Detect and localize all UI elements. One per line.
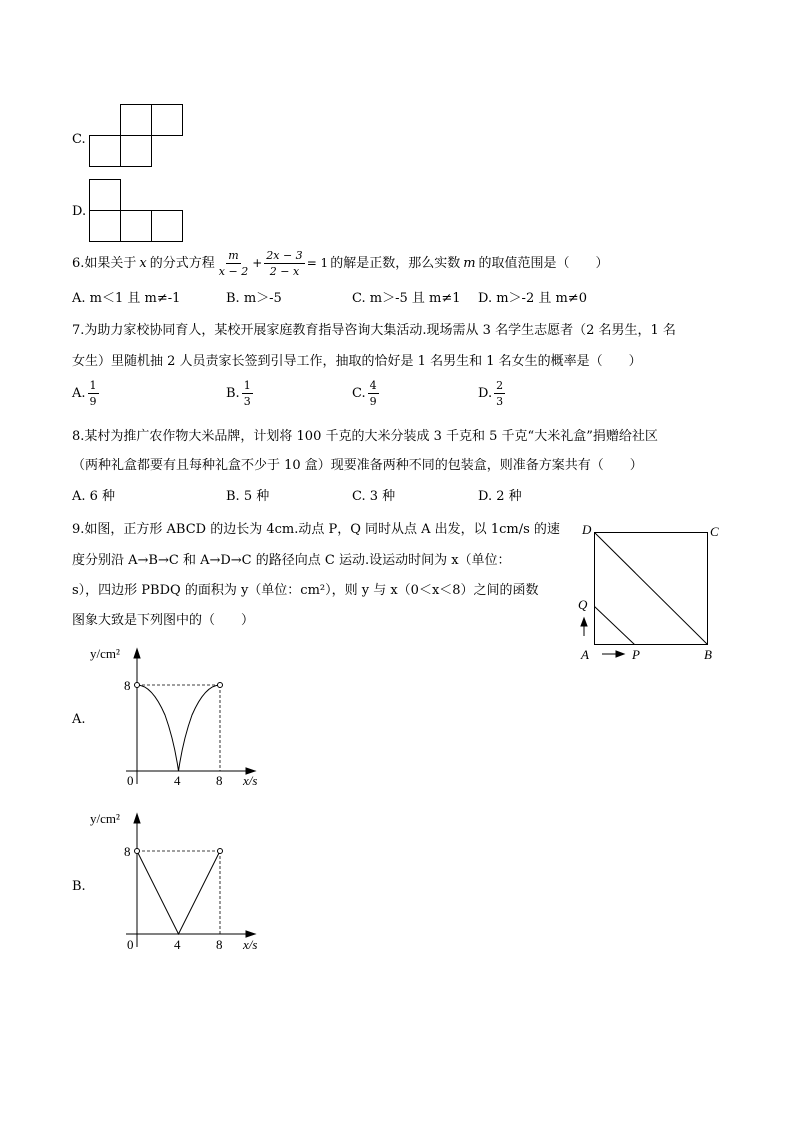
q9-line-3: s），四边形 PBDQ 的面积为 y（单位：cm²），则 y 与 x（0＜x＜8）之间的函数 (72, 583, 539, 598)
graph-b-option-label: B. (72, 879, 86, 894)
graph-b-open-point-right (218, 849, 223, 854)
square-abcd-figure (576, 520, 726, 668)
q6-text-pre: 如果关于 (84, 255, 137, 271)
graph-a-y-axis-label: y/cm² (90, 646, 120, 661)
graph-b-open-point-left (135, 849, 140, 854)
graph-b-v-line (137, 851, 220, 934)
q7-option-a-fraction (88, 380, 99, 407)
q7-option-b (226, 380, 255, 407)
q9-line-1: 9.如图，正方形 ABCD 的边长为 4cm.动点 P，Q 同时从点 A 出发，以 1cm/s 的速 (72, 522, 560, 537)
graph-b-x-tick-8: 8 (216, 937, 223, 952)
graph-a-curve-left (137, 685, 179, 771)
q7-option-c-num: 4 (369, 379, 377, 392)
graph-b-y-arrow (134, 814, 140, 823)
question-6-stem (72, 248, 609, 278)
q7-option-d-num: 2 (496, 379, 504, 392)
q7-option-d-den: 3 (496, 395, 504, 408)
graph-a-y-arrow (134, 649, 140, 658)
graph-a-option-label: A. (72, 712, 86, 727)
option-c-label: C. (72, 132, 86, 147)
label-q: Q (578, 597, 588, 612)
label-b: B (704, 647, 712, 662)
q7-option-b-num: 1 (243, 379, 251, 392)
q6-fraction-1 (217, 250, 250, 277)
q8-option-c: C. 3 种 (352, 489, 396, 504)
graph-a-y-tick-8: 8 (124, 678, 131, 693)
arrow-up-head (581, 618, 587, 626)
q7-option-a (72, 380, 101, 407)
label-p: P (632, 647, 640, 662)
graph-b-origin: 0 (127, 937, 134, 952)
graph-b-x-tick-4: 4 (174, 937, 181, 952)
q8-option-a: A. 6 种 (72, 489, 116, 504)
q9-line-4: 图象大致是下列图中的（ ） (72, 613, 255, 628)
option-d-net-figure (86, 177, 186, 245)
q9-line-2: 度分别沿 A→B→C 和 A→D→C 的路径向点 C 运动.设运动时间为 x（单位： (72, 553, 511, 568)
q6-frac1-numerator: m (228, 248, 239, 262)
q6-var-m: m (463, 255, 476, 271)
q7-line-1: 7.为助力家校协同育人，某校开展家庭教育指导咨询大集活动.现场需从 3 名学生志愿者（2 名男生，1 名 (72, 323, 676, 338)
q7-option-d-fraction (494, 380, 505, 407)
graph-a-x-axis-label: x/s (243, 773, 258, 788)
q8-option-d: D. 2 种 (478, 489, 522, 504)
graph-a-open-point-left (135, 683, 140, 688)
q6-equals: = 1 (306, 256, 329, 270)
graph-a-curve-right (179, 685, 221, 771)
q7-option-c (352, 380, 381, 407)
graph-a-x-tick-8: 8 (216, 773, 223, 788)
q7-option-b-label: B. (226, 386, 240, 401)
q7-option-d (478, 380, 507, 407)
q8-line-2: （两种礼盒都要有且每种礼盒不少于 10 盒）现要准备两种不同的包装盒，则准备方案共有（ ） (72, 458, 643, 473)
diagonal-db (595, 533, 708, 645)
graph-a-open-point-right (218, 683, 223, 688)
q7-option-b-fraction (242, 380, 253, 407)
q7-option-c-fraction (368, 380, 379, 407)
q6-var-x: x (139, 255, 147, 271)
q6-frac2-numerator: 2x − 3 (266, 248, 303, 262)
q6-text-mid: 的分式方程 (149, 255, 215, 271)
q6-fraction-2 (264, 250, 304, 277)
q7-option-a-label: A. (72, 386, 86, 401)
graph-b (86, 805, 276, 960)
q6-option-d: D. m＞-2 且 m≠0 (478, 291, 587, 306)
graph-b-x-axis-label: x/s (243, 937, 258, 952)
label-d: D (582, 522, 592, 537)
segment-qp (595, 607, 635, 645)
q6-frac2-denominator: 2 − x (269, 264, 300, 278)
q7-line-2: 女生）里随机抽 2 人员责家长签到引导工作，抽取的恰好是 1 名男生和 1 名女生的概率是（ ） (72, 354, 642, 369)
q6-text-tail: 的取值范围是（ ） (478, 255, 609, 271)
q8-line-1: 8.某村为推广农作物大米品牌，计划将 100 千克的大米分装成 3 千克和 5 千克“大米礼盒”捐赠给社区 (72, 429, 658, 444)
q6-option-a: A. m＜1 且 m≠-1 (72, 291, 181, 306)
option-d-label: D. (72, 204, 87, 219)
q6-option-b: B. m＞-5 (226, 291, 282, 306)
q6-plus: + (252, 256, 263, 270)
q7-option-b-den: 3 (243, 395, 251, 408)
q7-option-c-den: 9 (369, 395, 377, 408)
graph-b-y-axis-label: y/cm² (90, 811, 120, 826)
graph-b-y-tick-8: 8 (124, 844, 131, 859)
q6-number: 6. (72, 255, 85, 271)
q7-option-c-label: C. (352, 386, 366, 401)
label-c: C (710, 524, 719, 539)
q6-frac1-denominator: x − 2 (218, 264, 249, 278)
q6-text-post: 的解是正数，那么实数 (330, 255, 461, 271)
arrow-right-head (616, 651, 624, 657)
label-a: A (581, 647, 589, 662)
q6-option-c: C. m＞-5 且 m≠1 (352, 291, 461, 306)
graph-a-origin: 0 (127, 773, 134, 788)
graph-a-x-tick-4: 4 (174, 773, 181, 788)
option-c-net-figure (86, 103, 186, 171)
q7-option-d-label: D. (478, 386, 493, 401)
graph-a (86, 640, 276, 795)
q7-option-a-num: 1 (89, 379, 97, 392)
q7-option-a-den: 9 (89, 395, 97, 408)
q8-option-b: B. 5 种 (226, 489, 270, 504)
